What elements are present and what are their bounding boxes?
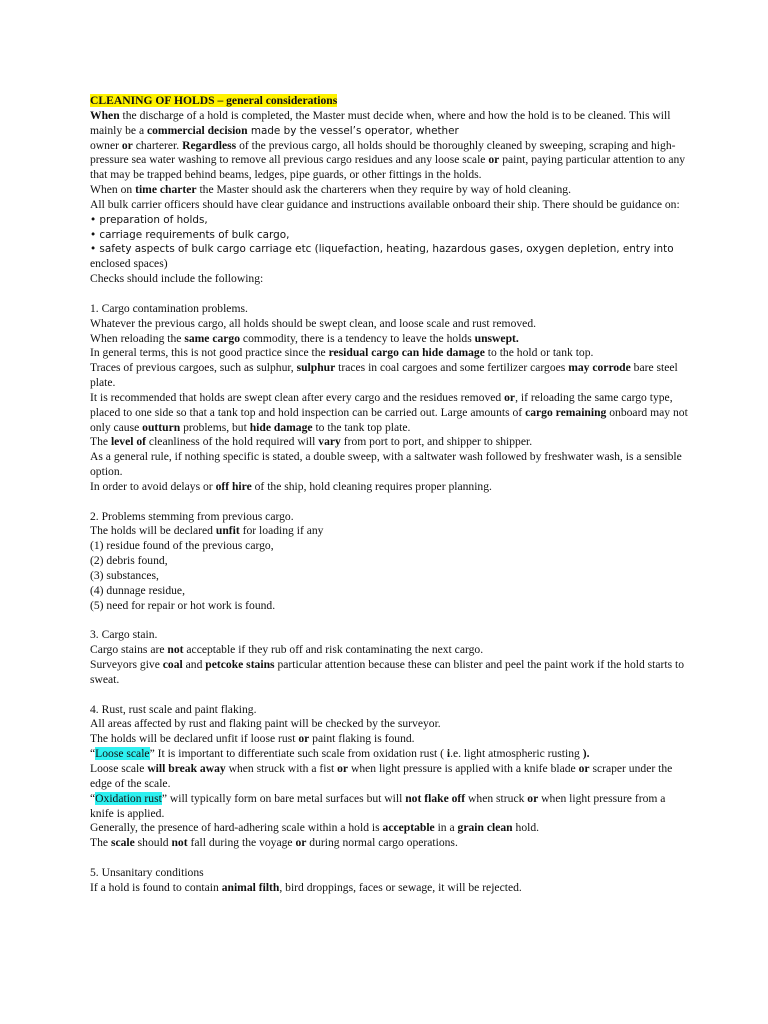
bold-term: residual cargo can hide damage (328, 346, 485, 360)
section-1-text (90, 361, 690, 391)
bold-term: unswept. (474, 331, 519, 345)
bold-term: animal filth (221, 880, 280, 894)
bold-term: same cargo (184, 331, 241, 345)
time-charter-line (90, 183, 690, 198)
text-run: bare steel plate. (90, 361, 678, 390)
bold-term: not (167, 643, 184, 657)
bold-term: or (504, 390, 516, 404)
document-title: CLEANING OF HOLDS – general considerations (90, 94, 338, 107)
text-run: when struck with a fist (225, 761, 338, 775)
spacer (90, 614, 690, 629)
spacer (90, 688, 690, 703)
text-run: and (182, 658, 206, 672)
text-run: The holds will be declared (90, 524, 216, 538)
section-1-text: As a general rule, if nothing specific is stated, a double sweep, with a saltwater wash followed by freshwater wash, is a sensible option. (90, 450, 682, 479)
text-run: ” It is important to differentiate such scale from oxidation rust ( (149, 747, 447, 761)
text-run: the discharge of a hold is completed, the Master must decide when, where and how the hold is to be cleaned. This will mainly be a (90, 108, 671, 137)
section-1-text (90, 435, 690, 450)
text-run: If a hold is found to contain (90, 880, 222, 894)
text-run: The holds will be declared unfit if loose rust (90, 732, 299, 746)
section-1-heading: 1. Cargo contamination problems. (90, 301, 248, 315)
text-run: commodity, there is a tendency to leave the holds (240, 331, 475, 345)
text-run: of the ship, hold cleaning requires proper planning. (251, 479, 492, 493)
list-item: (2) debris found, (90, 554, 168, 568)
list-item: (1) residue found of the previous cargo, (90, 539, 274, 553)
text-run: when light pressure is applied with a knife blade (348, 761, 579, 775)
bold-term: vary (318, 435, 341, 449)
intro-paragraph (90, 94, 690, 183)
text-run: problems, but (180, 420, 250, 434)
text-run: when light pressure from a knife is applied. (90, 791, 666, 820)
text-run: “ (90, 747, 96, 761)
bold-term: or (578, 761, 590, 775)
section-2-heading: 2. Problems stemming from previous cargo. (90, 509, 294, 523)
text-run: from port to port, and shipper to shipper. (340, 435, 533, 449)
text-run: charterer. (132, 138, 183, 152)
bold-term: petcoke stains (205, 658, 275, 672)
bold-term: or (527, 791, 539, 805)
text-run: owner (90, 138, 122, 152)
text-run: to the tank top plate. (312, 420, 411, 434)
text-run: paint, paying particular attention to any that may be trapped behind beams, ledges, pipe guards, or other fittings in the holds. (90, 153, 686, 182)
section-1-text: Whatever the previous cargo, all holds should be swept clean, and loose scale and rust removed. (90, 316, 537, 330)
bold-term: hide damage (249, 420, 313, 434)
bold-term: commercial decision (146, 123, 248, 137)
text-run: The (90, 435, 111, 449)
section-2-text (90, 524, 690, 539)
text-run: scraper under the edge of the scale. (90, 761, 673, 790)
bullet-item: • safety aspects of bulk cargo carriage etc (liquefaction, heating, hazardous gases, oxygen depletion, entry into (90, 243, 674, 256)
section-4-text (90, 747, 690, 762)
bold-term: outturn (142, 420, 181, 434)
text-run: during normal cargo operations. (306, 836, 458, 850)
text-run: “ (90, 791, 96, 805)
bold-term: coal (162, 658, 183, 672)
text-run: of the previous cargo, all holds should be thoroughly cleaned by sweeping, scraping and high-pressure sea water washing to remove all previous cargo residues and any loose scale (90, 138, 676, 167)
section-5-text (90, 881, 690, 896)
text-run: fall during the voyage (187, 836, 296, 850)
text-run: cleanliness of the hold required will (146, 435, 319, 449)
bold-term: or (298, 732, 310, 746)
text-run: When reloading the (90, 331, 185, 345)
text-run: Generally, the presence of hard-adhering scale within a hold is (90, 821, 383, 835)
bold-term: ). (582, 747, 590, 761)
bold-term: When (90, 108, 120, 122)
bullet-continuation: enclosed spaces) (90, 257, 168, 271)
highlighted-term: Oxidation rust (95, 791, 162, 805)
text-run: The (90, 836, 111, 850)
bold-term: not flake off (405, 791, 466, 805)
bold-term: grain clean (457, 821, 513, 835)
bold-term: i (446, 747, 451, 761)
section-4-text (90, 821, 690, 836)
text-run: to the hold or tank top. (484, 346, 594, 360)
text-run: Traces of previous cargoes, such as sulphur, (90, 361, 297, 375)
bold-term: or (488, 153, 500, 167)
text-run: Surveyors give (90, 658, 163, 672)
text-run: made by the vessel’s operator, whether (247, 124, 459, 137)
section-5-heading: 5. Unsanitary conditions (90, 865, 204, 879)
text-run: When on (90, 183, 136, 197)
section-1-text (90, 332, 690, 347)
bullet-item: • preparation of holds, (90, 213, 208, 226)
text-run: It is recommended that holds are swept clean after every cargo and the residues removed (90, 390, 505, 404)
text-run: in a (434, 821, 458, 835)
text-run: In general terms, this is not good practice since the (90, 346, 329, 360)
section-4-heading: 4. Rust, rust scale and paint flaking. (90, 702, 257, 716)
section-4-text (90, 792, 690, 822)
section-3-text (90, 658, 690, 688)
list-item: (5) need for repair or hot work is found. (90, 598, 276, 612)
guidance-paragraph: All bulk carrier officers should have clear guidance and instructions available onboard their ship. There should be guidance on: (90, 197, 680, 211)
section-4-text (90, 762, 690, 792)
text-run: .e. light atmospheric rusting (450, 747, 583, 761)
bold-term: time charter (135, 183, 197, 197)
text-run: particular attention because these can blister and peel the paint work if the hold starts to sweat. (90, 658, 685, 686)
text-run: ” will typically form on bare metal surfaces but will (161, 791, 406, 805)
text-run: onboard may not only cause (90, 405, 688, 434)
text-run: hold. (512, 821, 540, 835)
section-4-text: All areas affected by rust and flaking paint will be checked by the surveyor. (90, 717, 441, 731)
text-run: Loose scale (90, 761, 148, 775)
bold-term: sulphur (296, 361, 336, 375)
document-page (90, 94, 690, 896)
section-4-text (90, 836, 690, 851)
section-3-text (90, 643, 690, 658)
bold-term: level of (110, 435, 147, 449)
text-run: should (134, 836, 172, 850)
bold-term: may corrode (568, 361, 631, 375)
bold-term: or (121, 138, 133, 152)
spacer (90, 495, 690, 510)
text-run: for loading if any (239, 524, 324, 538)
text-run: paint flaking is found. (309, 732, 415, 746)
checks-line: Checks should include the following: (90, 272, 264, 286)
bold-term: cargo remaining (525, 405, 607, 419)
bold-term: Regardless (182, 138, 237, 152)
list-item: (3) substances, (90, 569, 159, 582)
section-1-text (90, 391, 690, 436)
bullet-item: • carriage requirements of bulk cargo, (90, 228, 290, 241)
bold-term: not (171, 836, 188, 850)
bold-term: or (295, 836, 307, 850)
spacer (90, 287, 690, 302)
bold-term: will break away (147, 761, 226, 775)
bold-term: scale (110, 836, 135, 850)
text-run: acceptable if they rub off and risk contaminating the next cargo. (183, 643, 484, 657)
spacer (90, 851, 690, 866)
bold-term: acceptable (382, 821, 435, 835)
bold-term: off hire (215, 479, 252, 493)
text-run: the Master should ask the charterers when they require by way of hold cleaning. (196, 183, 571, 197)
section-4-text (90, 732, 690, 747)
text-run: , bird droppings, faces or sewage, it will be rejected. (279, 880, 522, 894)
highlighted-term: Loose scale (95, 747, 150, 761)
section-3-heading: 3. Cargo stain. (90, 628, 158, 642)
text-run: , if reloading the same cargo type, placed to one side so that a tank top and hold inspection can be carried out. Large amounts of (90, 390, 673, 419)
text-run: Cargo stains are (90, 643, 168, 657)
section-1-text (90, 346, 690, 361)
section-1-text (90, 480, 690, 495)
list-item: (4) dunnage residue, (90, 583, 185, 597)
bold-term: unfit (215, 524, 240, 538)
text-run: when struck (465, 791, 528, 805)
text-run: In order to avoid delays or (90, 479, 216, 493)
text-run: traces in coal cargoes and some fertilizer cargoes (335, 361, 569, 375)
bold-term: or (337, 761, 349, 775)
